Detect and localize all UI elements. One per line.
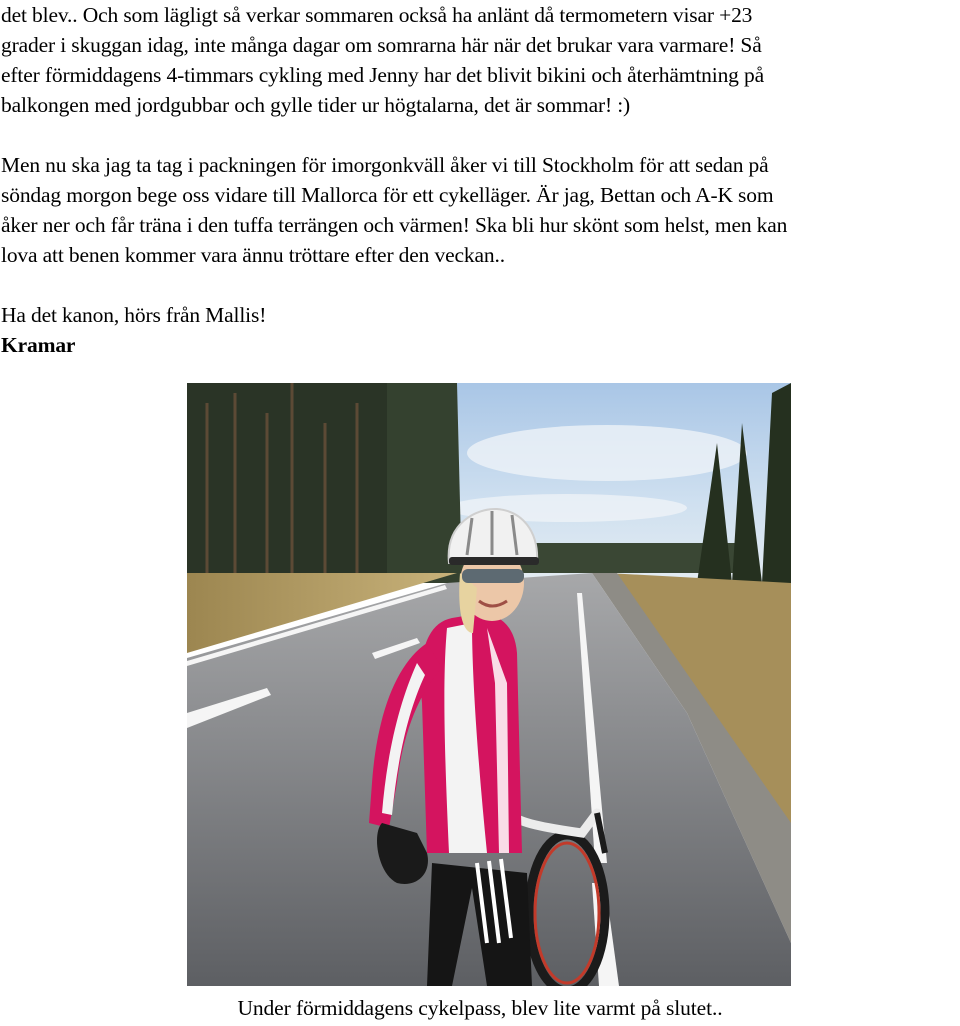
cyclist-photo: [187, 383, 791, 986]
text-line: lova att benen kommer vara ännu tröttare efter den veckan..: [1, 243, 505, 267]
photo-caption: Under förmiddagens cykelpass, blev lite varmt på slutet..: [237, 996, 723, 1020]
text-line: åker ner och får träna i den tuffa terrängen och värmen! Ska bli hur skönt som helst, men kan: [1, 213, 788, 237]
text-line: grader i skuggan idag, inte många dagar om somrarna här när det brukar vara varmare! Så: [1, 33, 762, 57]
text-line: söndag morgon bege oss vidare till Mallorca för ett cykelläger. Är jag, Bettan och A-K som: [1, 183, 774, 207]
blog-post-body: [1, 0, 960, 360]
text-line: Men nu ska jag ta tag i packningen för imorgonkväll åker vi till Stockholm för att sedan på: [1, 153, 769, 177]
text-line: balkongen med jordgubbar och gylle tider ur högtalarna, det är sommar! :): [1, 93, 631, 117]
cloud: [467, 425, 747, 481]
closing-line: Kramar: [1, 333, 76, 357]
text-line: det blev.. Och som lägligt så verkar sommaren också ha anlänt då termometern visar +23: [1, 3, 753, 27]
signoff-line: Ha det kanon, hörs från Mallis!: [1, 303, 267, 327]
text-line: efter förmiddagens 4-timmars cykling med Jenny har det blivit bikini och återhämtning på: [1, 63, 764, 87]
